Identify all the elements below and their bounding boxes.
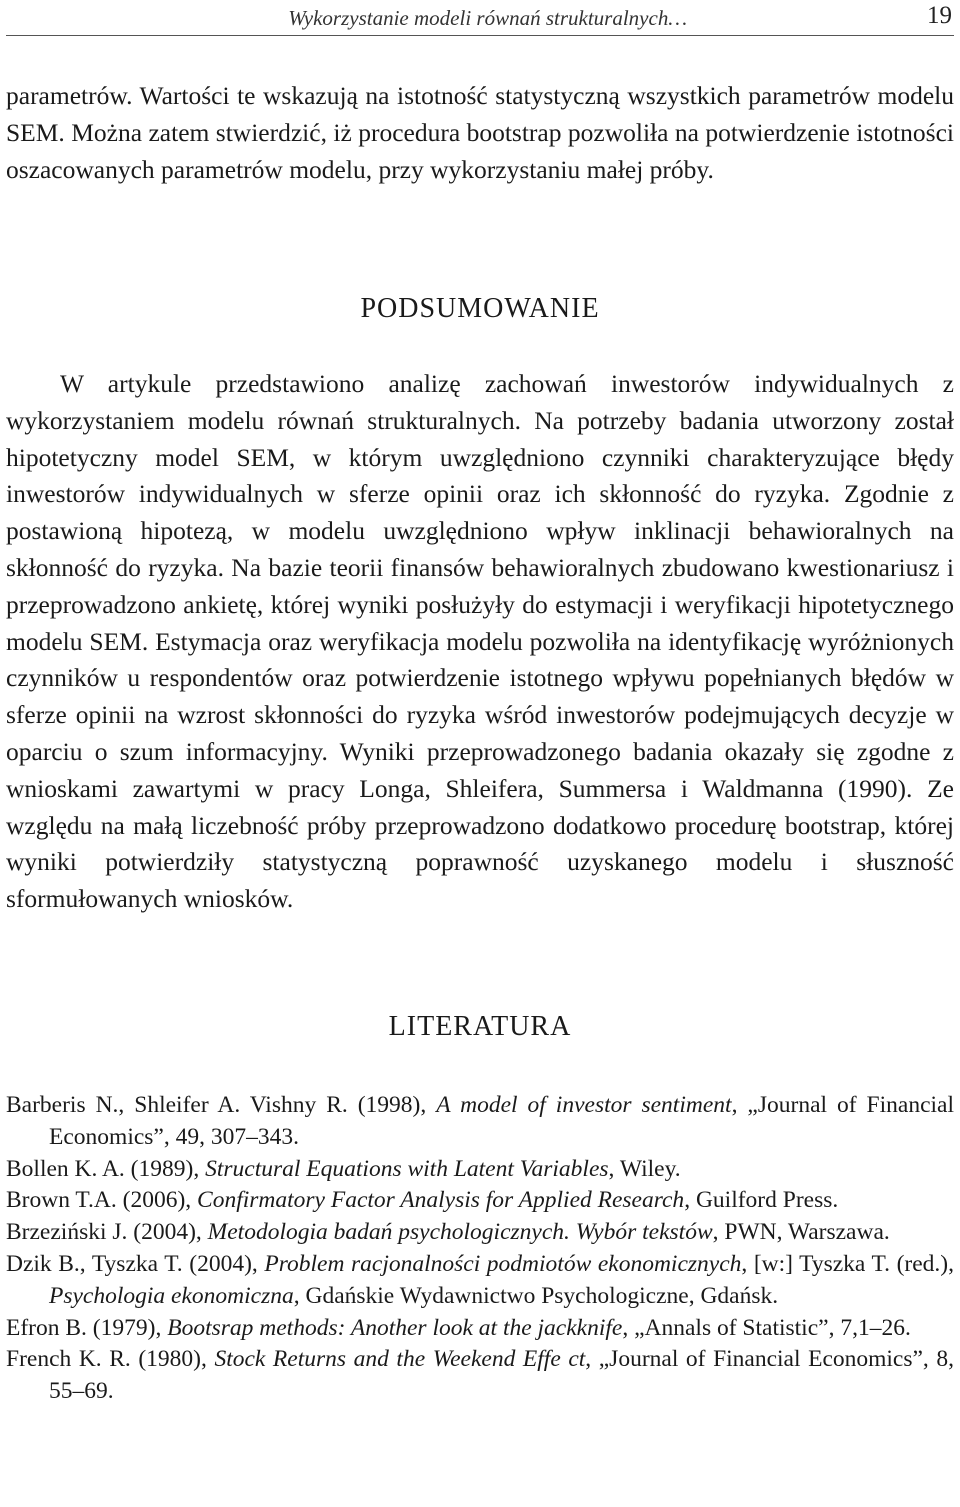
header-rule [6, 35, 954, 36]
page-number: 19 [927, 2, 952, 29]
reference-item: Brzeziński J. (2004), Metodologia badań psychologicznych. Wybór tekstów, PWN, Warszawa. [6, 1219, 890, 1246]
reference-item: French K. R. (1980), Stock Returns and the Weekend Effe ct, „Journal of Financial Economics”, 8, 55–69. [6, 1346, 955, 1405]
running-title: Wykorzystanie modeli równań strukturalnych… [288, 6, 687, 30]
page-header [0, 0, 960, 36]
summary-heading: PODSUMOWANIE [360, 293, 600, 324]
literature-heading: LITERATURA [388, 1011, 572, 1042]
reference-item: Efron B. (1979), Bootsrap methods: Another look at the jackknife, „Annals of Statistic”, 7,1–26. [6, 1314, 911, 1341]
reference-item: Bollen K. A. (1989), Structural Equations with Latent Variables, Wiley. [6, 1155, 681, 1182]
summary-paragraph: W artykule przedstawiono analizę zachowań inwestorów indywidualnych z wykorzystaniem modelu równań strukturalnych. Na potrzeby badania utworzony został hipotetyczny model SEM, w którym uwzględniono czynniki charakteryzujące błędy inwestorów indywidualnych w sferze opinii oraz ich skłonność do ryzyka. Zgodnie z postawioną hipotezą, w modelu uwzględniono wpływ inklinacji behawioralnych na skłonność do ryzyka. Na bazie teorii finansów behawioralnych zbudowano kwestionariusz i przeprowadzono ankietę, której wyniki posłużyły do estymacji i weryfikacji hipotetycznego modelu SEM. Estymacja oraz weryfikacja modelu pozwoliła na identyfikację wyróżnionych czynników u respondentów oraz potwierdzenie istotnego wpływu popełnianych błędów w sferze opinii na wzrost skłonności do ryzyka wśród inwestorów podejmujących decyzje w oparciu o szum informacyjny. Wyniki przeprowadzonego badania okazały się zgodne z wnioskami zawartymi w pracy Longa, Shleifera, Summersa i Waldmanna (1990). Ze względu na małą liczebność próby przeprowadzono dodatkowo procedurę bootstrap, której wyniki potwierdziły statystyczną poprawność uzyskanego modelu i słuszność sformułowanych wniosków. [6, 369, 954, 914]
reference-item: Dzik B., Tyszka T. (2004), Problem racjonalności podmiotów ekonomicznych, [w:] Tyszka T. (red.), Psychologia ekonomiczna, Gdańskie Wydawnictwo Psychologiczne, Gdańsk. [6, 1250, 954, 1309]
reference-item: Barberis N., Shleifer A. Vishny R. (1998), A model of investor sentiment, „Journal of Financial Economics”, 49, 307–343. [6, 1092, 954, 1150]
intro-paragraph: parametrów. Wartości te wskazują na istotność statystyczną wszystkich parametrów modelu SEM. Można zatem stwierdzić, iż procedura bootstrap pozwoliła na potwierdzenie istotności oszacowanych parametrów modelu, przy wykorzystaniu małej próby. [6, 81, 954, 184]
reference-item: Brown T.A. (2006), Confirmatory Factor Analysis for Applied Research, Guilford Press. [6, 1187, 839, 1214]
reference-list [6, 1090, 954, 1408]
